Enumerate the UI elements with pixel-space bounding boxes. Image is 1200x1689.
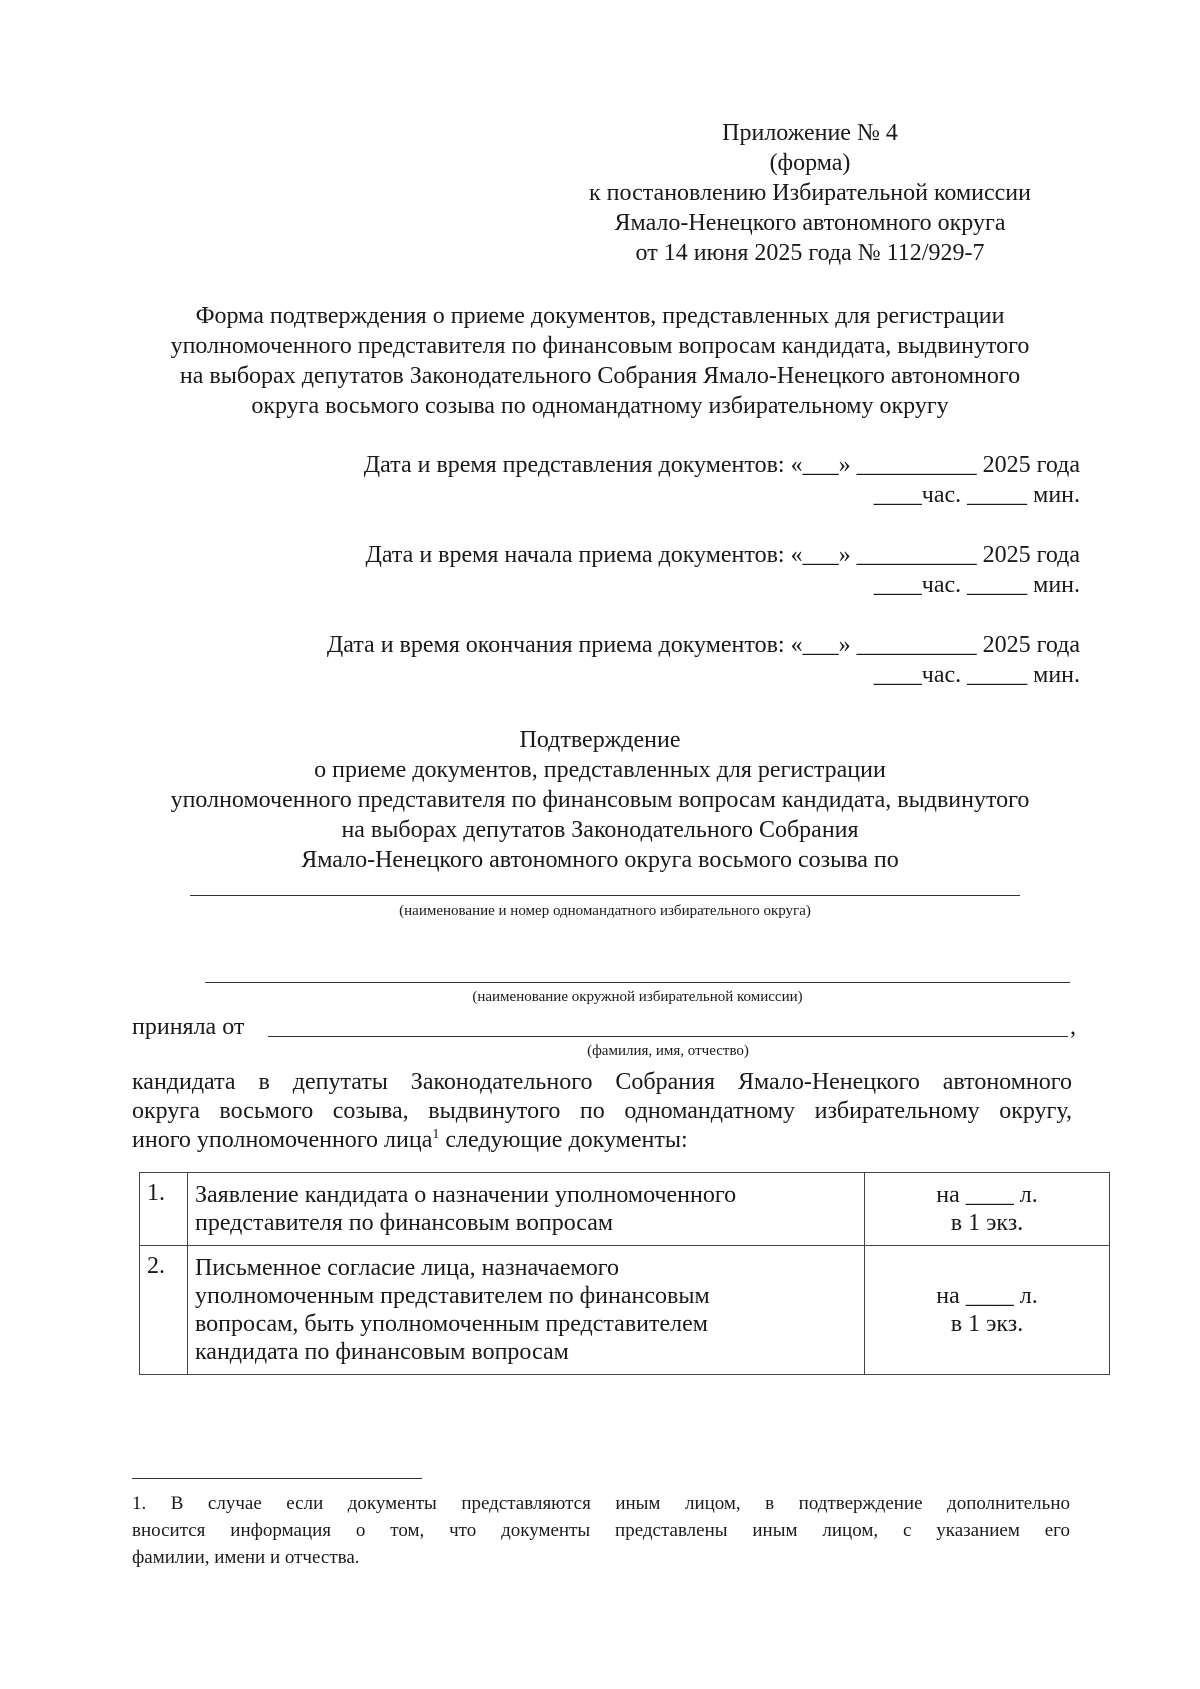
doc-description-line: Письменное согласие лица, назначаемого [195, 1255, 619, 1281]
datetime-date-line: Дата и время представления документов: «___» __________ 2025 года [363, 452, 1080, 478]
paragraph-line: округа восьмого созыва, выдвинутого по одномандатному избирательному округу, [132, 1098, 1072, 1124]
annex-form-note: (форма) [769, 150, 851, 176]
footnote-line: 1. В случае если документы представляются иным лицом, в подтверждение дополнительно [132, 1493, 1070, 1514]
accepted-from-comma: , [1070, 1014, 1076, 1040]
confirmation-line: уполномоченного представителя по финансовым вопросам кандидата, выдвинутого [170, 787, 1030, 813]
paragraph-line-last [132, 1126, 1072, 1155]
form-title [100, 301, 1100, 421]
paragraph-line3-text: иного уполномоченного лица [132, 1127, 433, 1153]
fio-blank-line[interactable] [268, 1036, 1068, 1037]
accepted-from-label: приняла от [132, 1014, 245, 1040]
doc-description-line: вопросам, быть уполномоченным представителем [195, 1311, 708, 1337]
form-title-line: на выборах депутатов Законодательного Собрания Ямало-Ненецкого автономного [179, 363, 1021, 389]
confirmation-heading-block [100, 725, 1100, 875]
datetime-time-line: ____час. _____ мин. [873, 662, 1080, 688]
doc-quantity [865, 1173, 1110, 1246]
documents-table [139, 1172, 1110, 1375]
doc-pages: на ____ л. [936, 1182, 1038, 1208]
doc-copies: в 1 экз. [950, 1311, 1024, 1337]
candidate-paragraph [132, 1068, 1072, 1155]
form-title-line: Форма подтверждения о приеме документов, представленных для регистрации [195, 303, 1005, 329]
doc-description-line: уполномоченным представителем по финансовым [195, 1283, 710, 1309]
datetime-submission [200, 450, 1080, 510]
doc-description-line: представителя по финансовым вопросам [195, 1210, 614, 1236]
confirmation-line: Ямало-Ненецкого автономного округа восьмого созыва по [301, 847, 899, 873]
datetime-date-line: Дата и время окончания приема документов: «___» __________ 2025 года [326, 632, 1080, 658]
datetime-end [200, 630, 1080, 690]
paragraph-line3-tail: следующие документы: [439, 1127, 688, 1153]
doc-description-line: кандидата по финансовым вопросам [195, 1339, 569, 1365]
doc-description [188, 1246, 865, 1375]
footnote-separator [132, 1478, 422, 1479]
annex-resolution: к постановлению Избирательной комиссии [589, 180, 1031, 206]
paragraph-line: кандидата в депутаты Законодательного Собрания Ямало-Ненецкого автономного [132, 1069, 1072, 1095]
datetime-date-line: Дата и время начала приема документов: «___» __________ 2025 года [365, 542, 1080, 568]
doc-number: 1. [140, 1173, 188, 1246]
district-blank-line[interactable] [190, 895, 1020, 896]
confirmation-line: о приеме документов, представленных для регистрации [314, 757, 886, 783]
doc-pages: на ____ л. [936, 1283, 1038, 1309]
datetime-start [200, 540, 1080, 600]
annex-header [560, 118, 1060, 268]
commission-caption: (наименование окружной избирательной комиссии) [472, 989, 803, 1005]
doc-description [188, 1173, 865, 1246]
doc-description-line: Заявление кандидата о назначении уполномоченного [195, 1182, 737, 1208]
annex-title: Приложение № 4 [722, 120, 898, 146]
doc-quantity [865, 1246, 1110, 1375]
annex-date-number: от 14 июня 2025 года № 112/929-7 [635, 240, 985, 266]
annex-region: Ямало-Ненецкого автономного округа [614, 210, 1006, 236]
datetime-time-line: ____час. _____ мин. [873, 572, 1080, 598]
confirmation-line: на выборах депутатов Законодательного Собрания [341, 817, 859, 843]
datetime-time-line: ____час. _____ мин. [873, 482, 1080, 508]
footnote-line: фамилии, имени и отчества. [132, 1547, 360, 1568]
table-row [140, 1246, 1110, 1375]
confirmation-heading: Подтверждение [519, 727, 681, 753]
fio-caption: (фамилия, имя, отчество) [587, 1043, 749, 1059]
doc-copies: в 1 экз. [950, 1210, 1024, 1236]
commission-blank-line[interactable] [205, 982, 1070, 983]
form-title-line: уполномоченного представителя по финансовым вопросам кандидата, выдвинутого [170, 333, 1030, 359]
footnote [132, 1490, 1070, 1571]
footnote-line: вносится информация о том, что документы представлены иным лицом, с указанием его [132, 1520, 1070, 1541]
footnote-reference[interactable]: 1 [432, 1127, 440, 1142]
district-caption: (наименование и номер одномандатного избирательного округа) [399, 903, 811, 919]
doc-number: 2. [140, 1246, 188, 1375]
table-row [140, 1173, 1110, 1246]
form-title-line: округа восьмого созыва по одномандатному избирательному округу [251, 393, 949, 419]
